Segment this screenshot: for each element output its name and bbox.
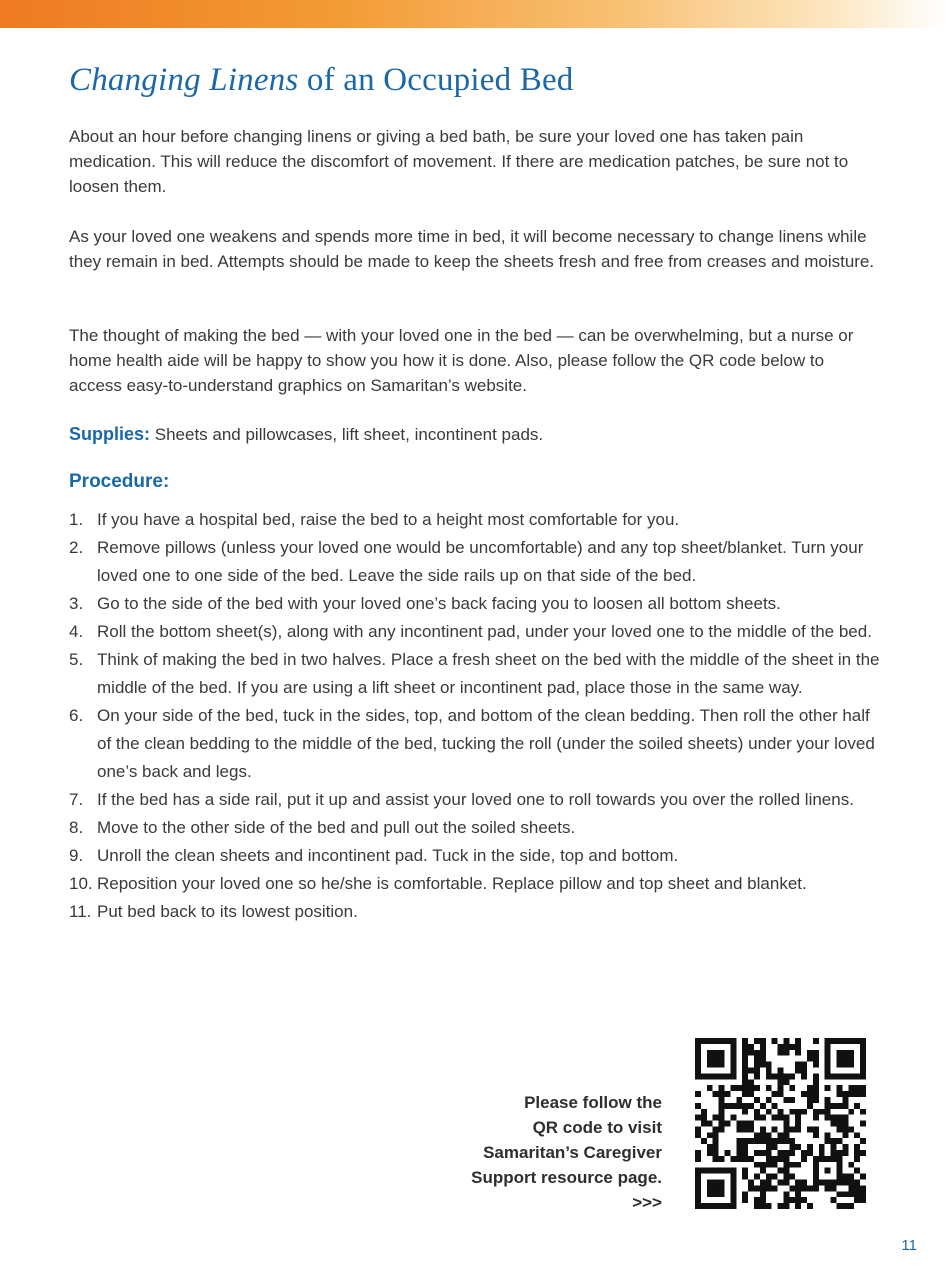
- procedure-step: [69, 898, 881, 926]
- page-title-rest: of an Occupied Bed: [298, 62, 574, 98]
- step-number: 10.: [69, 874, 93, 893]
- step-text: Remove pillows (unless your loved one would be uncomfortable) and any top sheet/blanket. Turn your loved one to one side of the bed. Leave the side rails up on that side of the bed.: [97, 538, 864, 585]
- step-text: Reposition your loved one so he/she is comfortable. Replace pillow and top sheet and blanket.: [97, 874, 807, 893]
- qr-caption-line: Please follow the: [524, 1093, 662, 1112]
- supplies-line: [69, 422, 543, 447]
- step-text: Go to the side of the bed with your loved one’s back facing you to loosen all bottom sheets.: [97, 594, 781, 613]
- procedure-step: [69, 534, 881, 590]
- qr-code[interactable]: [695, 1038, 866, 1209]
- qr-caption-line: Support resource page.: [471, 1168, 662, 1187]
- header-gradient-bar: [0, 0, 946, 28]
- procedure-step: [69, 506, 881, 534]
- step-text: Roll the bottom sheet(s), along with any incontinent pad, under your loved one to the middle of the bed.: [97, 622, 872, 641]
- intro-paragraph-2: As your loved one weakens and spends more time in bed, it will become necessary to change linens while they remain in bed. Attempts should be made to keep the sheets fresh and free from creases and moisture.: [69, 227, 875, 271]
- procedure-step: [69, 870, 881, 898]
- step-text: If you have a hospital bed, raise the bed to a height most comfortable for you.: [97, 510, 680, 529]
- step-number: 6.: [69, 706, 84, 725]
- page-title-italic: Changing Linens: [69, 62, 299, 98]
- step-number: 4.: [69, 622, 84, 641]
- step-number: 8.: [69, 818, 84, 837]
- procedure-step: [69, 702, 881, 786]
- step-text: Think of making the bed in two halves. Place a fresh sheet on the bed with the middle of the sheet in the middle of the bed. If you are using a lift sheet or incontinent pad, place those in the same way.: [97, 650, 880, 697]
- supplies-text: Sheets and pillowcases, lift sheet, incontinent pads.: [150, 425, 544, 444]
- step-number: 9.: [69, 846, 84, 865]
- procedure-steps: [69, 506, 881, 926]
- procedure-step: [69, 590, 881, 618]
- procedure-step: [69, 842, 881, 870]
- supplies-label: Supplies:: [69, 424, 151, 444]
- step-text: Unroll the clean sheets and incontinent pad. Tuck in the side, top and bottom.: [97, 846, 679, 865]
- step-text: Move to the other side of the bed and pull out the soiled sheets.: [97, 818, 576, 837]
- step-number: 2.: [69, 538, 84, 557]
- intro-paragraph-3: The thought of making the bed — with your loved one in the bed — can be overwhelming, but a nurse or home health aide will be happy to show you how it is done. Also, please follow the QR code below to access easy-to-understand graphics on Samaritan’s website.: [69, 326, 854, 395]
- step-number: 1.: [69, 510, 84, 529]
- qr-caption-line: Samaritan’s Caregiver: [483, 1143, 662, 1162]
- qr-caption-line: QR code to visit: [532, 1118, 662, 1137]
- procedure-step: [69, 618, 881, 646]
- step-number: 7.: [69, 790, 84, 809]
- step-number: 3.: [69, 594, 84, 613]
- step-text: Put bed back to its lowest position.: [97, 902, 358, 921]
- procedure-step: [69, 814, 881, 842]
- step-number: 5.: [69, 650, 84, 669]
- step-number: 11.: [69, 902, 92, 921]
- page-number: 11: [901, 1237, 917, 1254]
- procedure-step: [69, 646, 881, 702]
- step-text: On your side of the bed, tuck in the sides, top, and bottom of the clean bedding. Then roll the other half of the clean bedding to the middle of the bed, tucking the roll (under the soiled sheets) under your loved one’s back and legs.: [97, 706, 875, 781]
- qr-caption-arrows: >>>: [632, 1193, 662, 1212]
- intro-paragraph-1: About an hour before changing linens or giving a bed bath, be sure your loved one has taken pain medication. This will reduce the discomfort of movement. If there are medication patches, be sure not to loosen them.: [69, 127, 849, 196]
- procedure-heading: Procedure:: [69, 471, 170, 492]
- procedure-step: [69, 786, 881, 814]
- qr-caption: [422, 1090, 662, 1215]
- step-text: If the bed has a side rail, put it up and assist your loved one to roll towards you over the rolled linens.: [97, 790, 854, 809]
- page-title: [69, 62, 574, 99]
